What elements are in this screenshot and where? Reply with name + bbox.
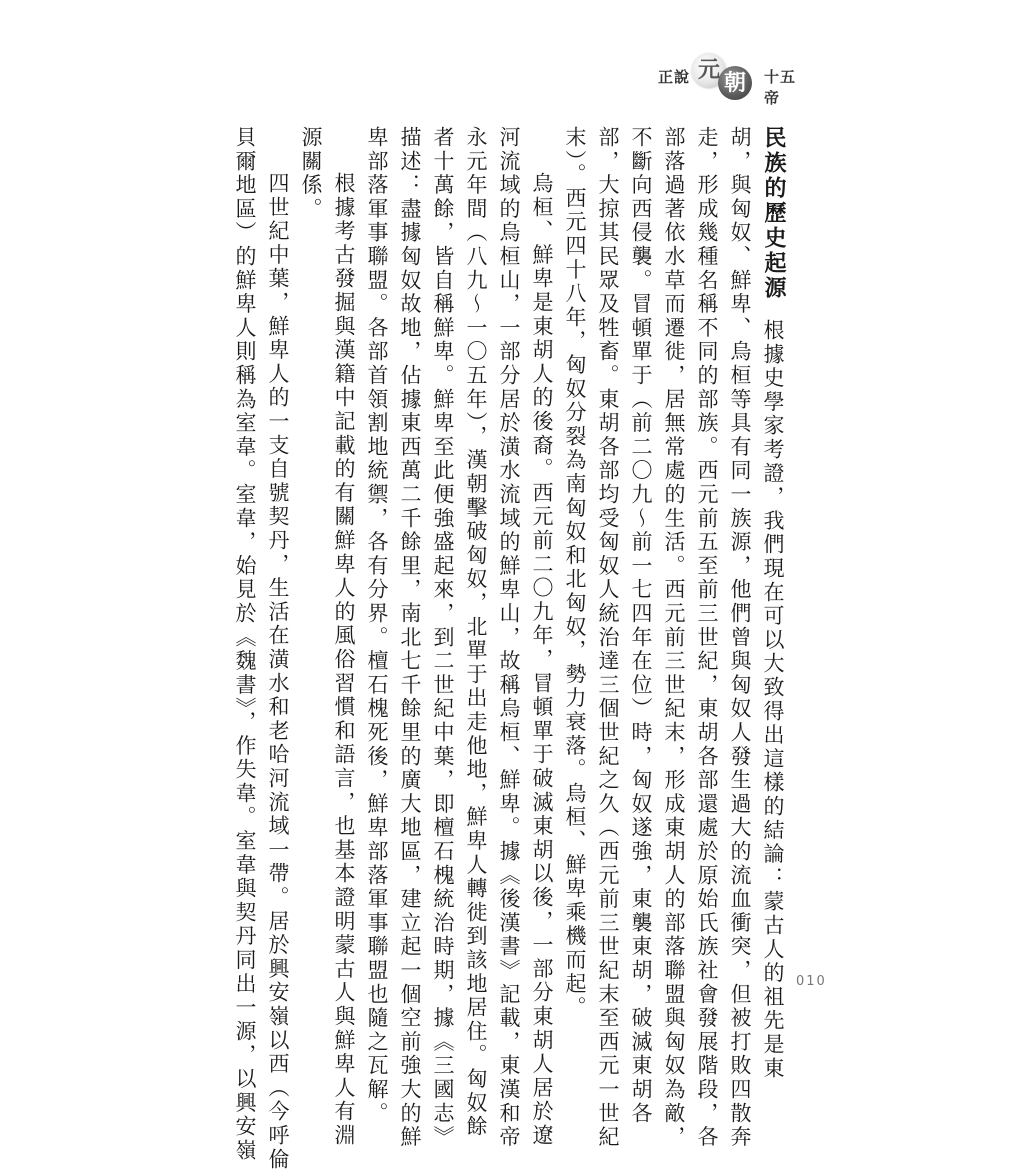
text-column [298, 126, 324, 221]
column-text: 卑部落軍事聯盟。各部首領割地統禦，各有分界。檀石槐死後，鮮卑部落軍事聯盟也隨之瓦解。 [365, 126, 389, 1126]
column-text: 永元年間（八九～一〇五年），漢朝擊破匈奴，北單于出走他地，鮮卑人轉徙到該地居住。匈奴餘 [464, 126, 488, 1139]
column-text: 描述：盡據匈奴故地，佔據東西萬二千餘里，南北七千餘里的廣大地區，建立起一個空前強大的鮮 [398, 126, 422, 1150]
text-column [661, 126, 687, 1149]
text-column [265, 126, 291, 1172]
text-column [727, 126, 753, 1149]
column-text: 胡，與匈奴、鮮卑、烏桓等具有同一族源，他們曾與匈奴人發生過大的流血衝突，但被打敗四散奔 [728, 126, 752, 1150]
text-column [562, 126, 588, 1020]
column-text: 貝爾地區）的鮮卑人則稱為室韋。室韋，始見於《魏書》，作失韋。室韋與契丹同出一源，以興安嶺 [233, 126, 257, 1163]
text-column [628, 126, 654, 1126]
column-text: 源關係。 [299, 126, 323, 222]
text-column [331, 126, 357, 1148]
column-text: 根據史學家考證，我們現在可以大致得出這樣的結論：蒙古人的祖先是東 [761, 319, 785, 1081]
column-text: 烏桓、鮮卑是東胡人的後裔。西元前二〇九年，冒頓單于破滅東胡以後，一部分東胡人居於遼 [530, 172, 554, 1148]
column-text: 根據考古發掘與漢籍中記載的有關鮮卑人的風俗習慣和語言，也基本證明蒙古人與鮮卑人有淵 [332, 172, 356, 1148]
text-column [463, 126, 489, 1139]
column-text: 者十萬餘，皆自稱鮮卑。鮮卑至此便強盛起來，到二世紀中葉，即檀石槐統治時期，據《三國志》 [431, 126, 455, 1150]
seal-char-chao: 朝 [724, 70, 747, 96]
text-column [496, 126, 522, 1149]
text-column [397, 126, 423, 1149]
text-column [760, 126, 786, 1081]
text-column [430, 126, 456, 1149]
column-text: 不斷向西侵襲。冒頓單于（前二〇九～前一七四年在位）時，匈奴遂強，東襲東胡，破滅東胡各 [629, 126, 653, 1126]
column-text: 四世紀中葉，鮮卑人的一支自號契丹，生活在潢水和老哈河流域一帶。居於興安嶺以西（今呼倫 [266, 172, 290, 1172]
text-column [694, 126, 720, 1149]
column-text: 河流域的烏桓山，一部分居於潢水流域的鮮卑山，故稱烏桓、鮮卑。據《後漢書》記載，東漢和帝 [497, 126, 521, 1150]
yuan-chao-seal-icon [690, 52, 766, 100]
column-text: 部落過著依水草而遷徙，居無常處的生活。西元前三世紀末，形成東胡人的部落聯盟與匈奴為敵， [662, 126, 686, 1150]
header-right-text: 十五帝 [764, 68, 797, 107]
page-number: 010 [796, 974, 827, 989]
header-left-text: 正說 [658, 68, 691, 86]
column-text: 走，形成幾種名稱不同的部族。西元前五至前三世紀，東胡各部還處於原始氏族社會發展階段，各 [695, 126, 719, 1150]
column-text: 部，大掠其民眾及牲畜。東胡各部均受匈奴人統治達三個世紀之久（西元前三世紀末至西元一世紀 [596, 126, 620, 1150]
text-column [595, 126, 621, 1149]
text-column [529, 126, 555, 1148]
running-header [650, 52, 810, 107]
vertical-body-text [226, 126, 786, 1172]
column-text: 末）。西元四十八年，匈奴分裂為南匈奴和北匈奴，勢力衰落。烏桓、鮮卑乘機而起。 [563, 126, 587, 1020]
section-heading: 民族的歷史起源 [761, 126, 786, 301]
seal-char-yuan: 元 [698, 57, 721, 83]
text-column [364, 126, 390, 1126]
text-column [232, 126, 258, 1163]
